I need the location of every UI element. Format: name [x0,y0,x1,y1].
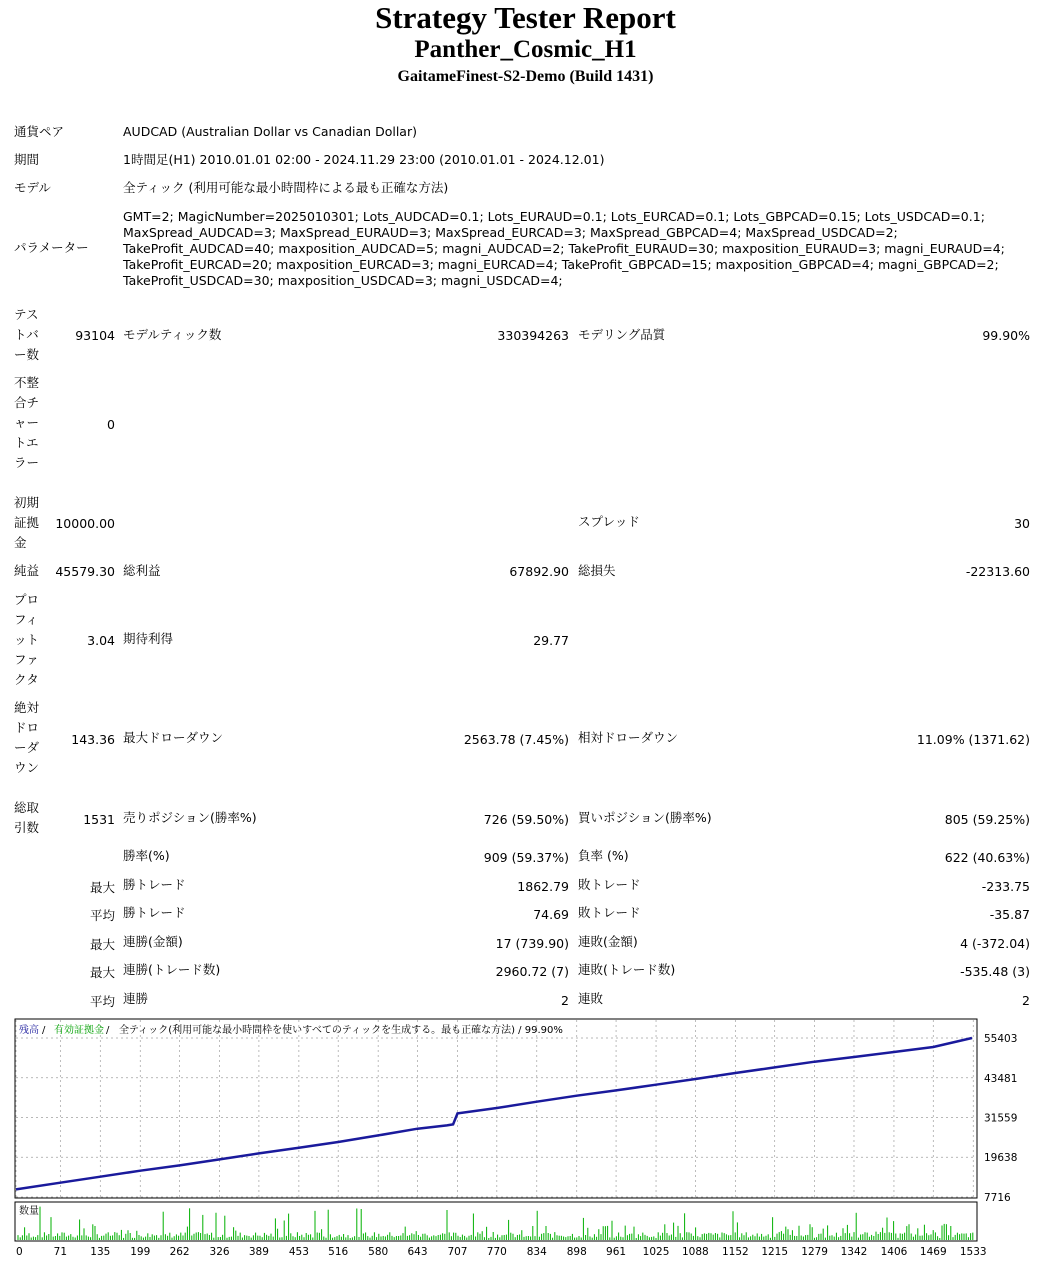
payoff-label: 期待利得 [123,631,174,646]
max-cons-profit-label: 連勝(トレード数) [123,962,221,977]
avg-cons-wins-label: 連勝 [123,991,149,1006]
x-tick-label: 199 [130,1246,151,1258]
avg-win-value: 74.69 [533,907,569,922]
row-prefix-average: 平均 [89,908,115,923]
x-tick-label: 1342 [840,1246,868,1258]
max-cons-loss-label: 連敗(トレード数) [578,962,676,977]
avg-win-label: 勝トレード [123,905,186,920]
x-tick-label: 1279 [801,1246,829,1258]
y-tick-label: 55403 [984,1033,1018,1045]
quality-label: モデリング品質 [578,327,666,342]
period-value: 1時間足(H1) 2010.01.01 02:00 - 2024.11.29 23:00 (2010.01.01 - 2024.12.01) [123,152,605,167]
win-label: 勝率(%) [123,848,170,863]
x-tick-label: 580 [368,1246,389,1258]
short-label: 売りポジション(勝率%) [123,810,257,825]
x-tick-label: 1406 [880,1246,908,1258]
pf-label: プロフィットファクタ [14,592,40,687]
max-cons-losses-label: 連敗(金額) [578,934,638,949]
symbol-value: AUDCAD (Australian Dollar vs Canadian Dollar) [123,124,417,139]
avg-cons-losses-label: 連敗 [578,991,604,1006]
legend-rest: 全ティック(利用可能な最小時間枠を使いすべてのティックを生成する。最も正確な方法) / 99.90% [119,1025,563,1036]
server-name: GaitameFinest-S2-Demo (Build 1431) [397,68,654,85]
deposit-label: 初期証拠金 [14,495,40,550]
avg-cons-wins-value: 2 [561,993,569,1008]
row-prefix-max-consecutive-count: 最大 [89,965,115,980]
max-dd-value: 2563.78 (7.45%) [463,732,569,747]
largest-loss-label: 敗トレード [578,877,641,892]
x-tick-label: 1088 [682,1246,709,1258]
y-tick-label: 7716 [984,1192,1011,1204]
params-value: GMT=2; MagicNumber=2025010301; Lots_AUDCAD=0.1; Lots_EURAUD=0.1; Lots_EURCAD=0.1; Lots_GBPCAD=0.15; Lots_USDCAD=0.1; MaxSpread_AUDCAD=3; MaxSpread_EURAUD=3; MaxSpread_EURCAD=3; MaxSpread_GBPCAD=4; MaxSpread_USDCAD=2; TakeProfit_AUDCAD=40; maxposition_AUDCAD=5; magni_AUDCAD=2; TakeProfit_EURAUD=30; maxposition_EURAUD=3; magni_EURAUD=4; TakeProfit_EURCAD=20; maxposition_EURCAD=3; magni_EURCAD=4; TakeProfit_GBPCAD=15; maxposition_GBPCAD=4; magni_GBPCAD=2; TakeProfit_USDCAD=30; maxposition_USDCAD=3; magni_USDCAD=4; [123,209,1005,288]
bars-value: 93104 [75,328,115,343]
x-tick-label: 262 [169,1246,190,1258]
quality-value: 99.90% [982,328,1030,343]
period-label: 期間 [14,152,40,167]
x-tick-label: 1533 [959,1246,987,1258]
report-title: Strategy Tester Report [375,0,676,35]
largest-loss-value: -233.75 [981,879,1030,894]
legend-sep1: / [42,1025,46,1036]
legend-balance: 残高 [19,1025,39,1036]
x-tick-label: 1215 [761,1246,789,1258]
largest-win-label: 勝トレード [123,877,186,892]
x-tick-label: 707 [447,1246,468,1258]
x-tick-label: 326 [209,1246,230,1258]
abs-dd-label: 絶対ドローダウン [14,700,40,775]
max-cons-losses-value: 4 (-372.04) [960,936,1030,951]
total-label: 総取引数 [14,800,40,835]
x-tick-label: 1152 [721,1246,749,1258]
balance-chart [14,1018,1036,1262]
row-prefix-max-consecutive: 最大 [89,937,115,952]
x-tick-label: 389 [248,1246,269,1258]
avg-loss-value: -35.87 [989,907,1030,922]
mismatch-value: 0 [107,417,115,432]
loss-value: 622 (40.63%) [944,850,1030,865]
row-prefix-average-consecutive: 平均 [89,994,115,1009]
spread-label: スプレッド [578,514,640,529]
x-tick-label: 898 [566,1246,587,1258]
pf-value: 3.04 [87,633,115,648]
row-prefix-largest: 最大 [89,880,115,895]
x-tick-label: 834 [526,1246,547,1258]
deposit-value: 10000.00 [55,516,115,531]
gross-profit-label: 総利益 [123,563,161,578]
ticks-value: 330394263 [497,328,569,343]
ea-name: Panther_Cosmic_H1 [414,36,637,63]
bars-label: テストバー数 [14,307,40,362]
short-value: 726 (59.50%) [483,812,569,827]
symbol-label: 通貨ペア [14,124,65,139]
model-value: 全ティック (利用可能な最小時間枠による最も正確な方法) [123,180,449,195]
y-tick-labels [984,1033,1017,1204]
x-tick-label: 1025 [642,1246,670,1258]
max-cons-loss-value: -535.48 (3) [960,964,1030,979]
y-tick-label: 19638 [984,1152,1018,1165]
avg-cons-losses-value: 2 [1022,993,1030,1008]
rel-dd-label: 相対ドローダウン [578,730,679,745]
x-tick-label: 71 [53,1246,68,1258]
y-tick-label: 43481 [984,1072,1018,1085]
max-cons-wins-label: 連勝(金額) [123,934,183,949]
x-tick-label: 453 [288,1246,309,1258]
long-label: 買いポジション(勝率%) [578,810,712,825]
volume-label: 数量 [19,1206,39,1217]
model-label: モデル [14,180,51,195]
net-value: 45579.30 [55,564,115,579]
gross-loss-value: -22313.60 [965,564,1030,579]
avg-loss-label: 敗トレード [578,905,641,920]
largest-win-value: 1862.79 [517,879,569,894]
gross-loss-label: 総損失 [578,563,616,578]
win-value: 909 (59.37%) [483,850,569,865]
max-dd-label: 最大ドローダウン [123,730,224,745]
params-label: パラメーター [14,240,89,255]
volume-plot-frame [15,1202,977,1241]
x-tick-label: 1469 [919,1246,947,1258]
net-label: 純益 [14,563,40,578]
long-value: 805 (59.25%) [944,812,1030,827]
x-tick-label: 770 [486,1246,507,1258]
mismatch-label: 不整合チャートエラー [14,375,40,470]
abs-dd-value: 143.36 [71,732,115,747]
max-cons-wins-value: 17 (739.90) [495,936,569,951]
loss-label: 負率 (%) [578,848,629,863]
spread-value: 30 [1014,516,1030,531]
x-tick-label: 961 [606,1246,627,1258]
ticks-label: モデルティック数 [123,327,222,342]
x-tick-label: 516 [328,1246,349,1258]
legend-sep2: / [106,1025,110,1036]
y-tick-label: 31559 [984,1112,1018,1125]
max-cons-profit-value: 2960.72 (7) [495,964,569,979]
x-tick-label: 643 [407,1246,428,1258]
x-tick-label: 135 [90,1246,111,1258]
x-tick-label: 0 [16,1246,23,1258]
legend-equity: 有効証拠金 [54,1025,104,1036]
x-tick-labels [16,1246,987,1258]
payoff-value: 29.77 [533,633,569,648]
rel-dd-value: 11.09% (1371.62) [916,732,1030,747]
total-value: 1531 [83,812,115,827]
gross-profit-value: 67892.90 [509,564,569,579]
